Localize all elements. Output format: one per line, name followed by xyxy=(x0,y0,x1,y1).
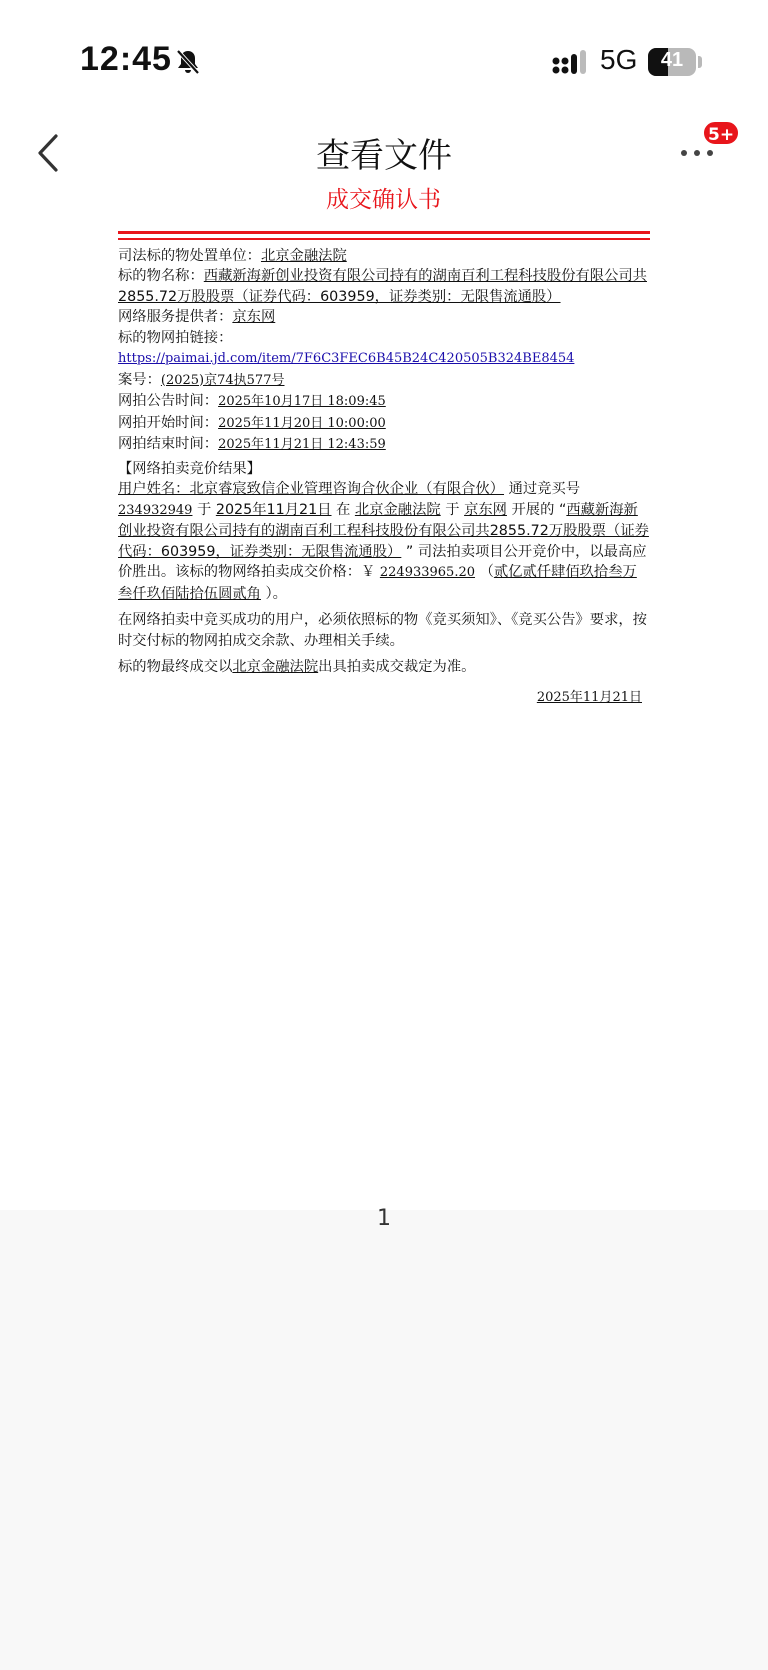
field-item-name: 标的物名称：西藏新海新创业投资有限公司持有的湖南百利工程科技股份有限公司共2855.72万股股票（证券代码：603959，证券类别：无限售流通股） xyxy=(118,268,647,305)
clock: 12:45 xyxy=(80,40,172,78)
page-number: 1 xyxy=(377,1206,391,1231)
field-service-provider: 网络服务提供者：京东网 xyxy=(118,309,276,325)
field-start-time: 网拍开始时间：2025年11月20日 10:00:00 xyxy=(118,414,386,431)
page-title: 查看文件 xyxy=(316,136,452,176)
status-bar xyxy=(0,0,768,110)
field-case-number: 案号：(2025)京74执577号 xyxy=(118,371,285,388)
final-paragraph: 标的物最终成交以北京金融法院出具拍卖成交裁定为准。 xyxy=(118,659,476,675)
header-rule-thin xyxy=(118,238,650,240)
auction-link[interactable]: https://paimai.jd.com/item/7F6C3FEC6B45B24C420505B324BE8454 xyxy=(118,351,575,366)
silent-bell-icon xyxy=(175,48,201,76)
sign-date: 2025年11月21日 xyxy=(536,689,642,705)
header-rule xyxy=(118,231,650,234)
nav-bar xyxy=(0,110,768,190)
field-announce-time: 网拍公告时间：2025年10月17日 18:09:45 xyxy=(118,393,386,409)
document-content xyxy=(118,185,650,708)
result-paragraph: 用户姓名：北京睿宸致信企业管理咨询合伙企业（有限合伙） 通过竞买号234932949 于 2025年11月21日 在 北京金融法院 于 京东网 开展的 “西藏新海新创业投资有限公司持有的湖南百利工程科技股份有限公司共2855.72万股股票（证券代码：603959，证券类别：无限售流通股） ” 司法拍卖项目公开竞价中，以最高应价胜出。该标的物网络拍卖成交价格：￥ 224933965.20 （贰亿贰仟肆佰玖拾叁万叁仟玖佰陆拾伍圆贰角 ）。 xyxy=(118,481,649,602)
field-auction-link: 标的物网拍链接：https://paimai.jd.com/item/7F6C3FEC6B45B24C420505B324BE8454 xyxy=(118,329,575,366)
notice-paragraph: 在网络拍卖中竞买成功的用户，必须依照标的物《竞买须知》、《竞买公告》要求，按时交付标的物网拍成交余款、办理相关手续。 xyxy=(118,612,647,649)
field-disposal-unit: 司法标的物处置单位：北京金融法院 xyxy=(118,247,347,264)
result-heading: 【网络拍卖竞价结果】 xyxy=(118,460,261,477)
network-type: 5G xyxy=(600,44,638,75)
battery-percent: 41 xyxy=(660,49,684,71)
document-heading: 成交确认书 xyxy=(326,187,441,213)
more-options-icon[interactable] xyxy=(680,148,714,158)
battery-icon xyxy=(648,48,696,76)
notification-badge: 5+ xyxy=(702,120,740,146)
field-end-time: 网拍结束时间：2025年11月21日 12:43:59 xyxy=(118,436,386,452)
battery-tip xyxy=(698,56,702,68)
signal-icon xyxy=(551,50,587,76)
